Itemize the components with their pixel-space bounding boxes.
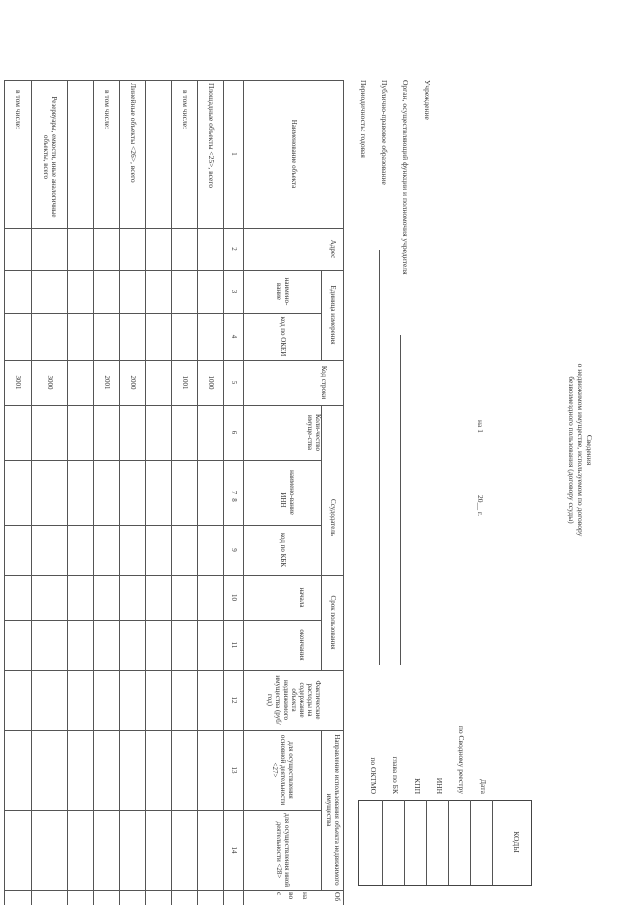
col-number: 7 <box>230 490 238 495</box>
th-extra-3: во <box>287 892 296 900</box>
col-number: 1 <box>230 152 238 156</box>
th-dir-other: для осуществления иной деятельности <28> <box>275 812 291 888</box>
field-periodicity: Периодичность: годовая <box>359 80 368 158</box>
codes-divider <box>404 800 405 885</box>
row-code: 2000 <box>129 375 137 390</box>
table-line <box>145 80 146 905</box>
th-expenses: Фактические расходы на содержание объекта недвижимого имущества (руб/год) <box>266 675 322 725</box>
th-unit: Единица измерения <box>329 285 337 345</box>
field-founder: Орган, осуществляющий функции и полномочия учредителя <box>401 80 410 275</box>
th-unit-name: наимено-вание <box>275 277 291 306</box>
col-number: 8 <box>230 498 238 502</box>
row-code: 2001 <box>103 375 111 390</box>
row-name: в том числе: <box>181 90 190 130</box>
row-name: Линейные объекты <26>, всего <box>129 83 138 183</box>
col-number: 2 <box>230 247 238 251</box>
codes-divider <box>492 800 493 885</box>
th-dir-main: для осуществления основной деятельности <27> <box>271 734 295 806</box>
th-name: Наименование объекта <box>290 119 298 189</box>
th-extra: Об <box>333 892 342 902</box>
table-line <box>119 80 120 905</box>
date-year: 20__ г. <box>476 495 485 516</box>
codes-box <box>358 800 532 886</box>
col-number: 11 <box>230 641 238 649</box>
code-label-kpp: КПП <box>413 778 422 794</box>
col-number: 4 <box>230 334 238 339</box>
table-line <box>93 80 94 905</box>
row-code: 3001 <box>14 375 23 390</box>
row-name: в том числе: <box>103 90 112 130</box>
col-number: 9 <box>230 548 238 552</box>
th-term-start: начала <box>298 587 306 608</box>
doc-subtitle-2: безвозмездного пользования (договору ссуды) <box>567 376 576 524</box>
codes-divider <box>448 800 449 885</box>
th-term-end: окончания <box>298 629 306 661</box>
codes-divider <box>426 800 427 885</box>
col-number: 14 <box>230 846 238 854</box>
row-name: Площадные объекты <25>, всего <box>207 83 216 189</box>
table-line <box>4 80 5 905</box>
public-entity-underline <box>379 250 380 665</box>
col-number: 3 <box>230 289 238 294</box>
table-line <box>4 890 344 891</box>
row-code: 3000 <box>46 375 54 390</box>
col-number: 12 <box>230 696 238 704</box>
code-label-oktmo: по ОКТМО <box>369 757 378 794</box>
th-lender-inn: ИНН <box>279 492 287 508</box>
codes-header: КОДЫ <box>512 831 521 853</box>
date-prefix: на 1 <box>476 420 485 433</box>
doc-subtitle-1: о недвижимом имуществе, используемом по договору <box>576 363 585 537</box>
th-row-code: Код строки <box>320 365 328 400</box>
code-label-kbk: глава по БК <box>391 756 400 794</box>
codes-divider <box>470 800 471 885</box>
table-line <box>197 80 198 905</box>
table-line <box>171 80 172 905</box>
th-quantity: Коли-чество имуще-ства <box>306 413 322 452</box>
founder-underline <box>400 335 401 665</box>
row-code: 1001 <box>181 375 189 390</box>
col-number: 5 <box>230 380 238 385</box>
field-public-entity: Публично-правовое образование <box>380 80 389 185</box>
row-name: в том числе: <box>14 90 23 130</box>
code-label-registry: по Сводному реестру <box>457 725 466 794</box>
th-term: Срок пользования <box>329 595 337 650</box>
th-address: Адрес <box>329 239 337 259</box>
th-lender: Ссудодатель <box>329 498 337 537</box>
th-extra-2: на <box>301 892 310 900</box>
th-unit-okei: код по ОКЕИ <box>279 316 287 357</box>
code-label-inn: ИНН <box>435 777 444 794</box>
col-number: 6 <box>230 430 238 435</box>
th-lender-kbk: код по КБК <box>279 532 287 567</box>
codes-divider <box>382 800 383 885</box>
row-name: Резервуары, емкости, иные аналогичные объекты, всего <box>42 96 58 218</box>
th-direction: Направление использования объекта недвижимого имущества <box>325 734 341 886</box>
code-label-date: Дата <box>479 779 488 794</box>
row-code: 1000 <box>207 375 215 390</box>
col-number: 10 <box>230 594 238 601</box>
th-lender-name: наимено-вание <box>288 470 296 515</box>
table-line <box>4 620 322 621</box>
field-institution: Учреждение <box>423 80 432 120</box>
doc-title: Сведения <box>585 434 594 466</box>
th-extra-4: с <box>275 892 284 896</box>
col-number: 13 <box>230 766 238 774</box>
